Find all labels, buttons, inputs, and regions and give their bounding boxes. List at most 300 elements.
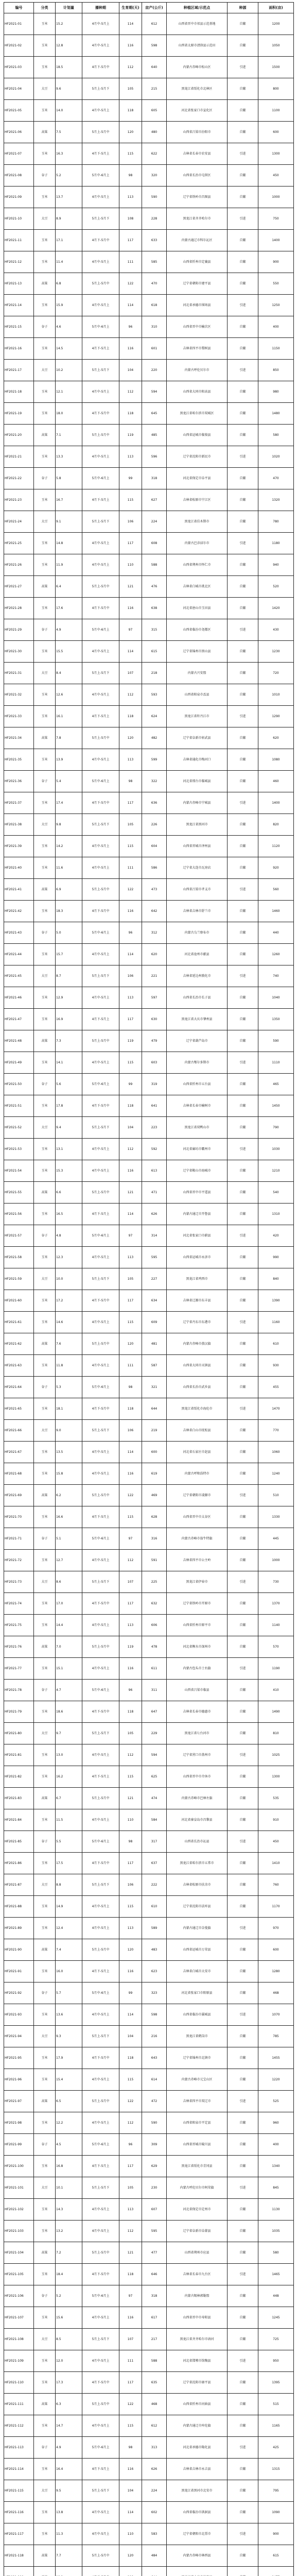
table-row bbox=[4, 1593, 294, 1615]
table-cell: 613 bbox=[142, 1160, 167, 1182]
table-cell: 623 bbox=[142, 1961, 167, 1982]
table-header-row bbox=[4, 3, 294, 13]
table-cell: 1500 bbox=[258, 57, 294, 78]
table-cell: 321 bbox=[142, 1377, 167, 1398]
table-row bbox=[4, 771, 294, 792]
table-cell: 114 bbox=[119, 295, 142, 316]
table-cell: 611 bbox=[142, 1658, 167, 1680]
table-cell: 5月上-5月下 bbox=[82, 2026, 119, 2047]
table-cell: 玉米 bbox=[34, 706, 56, 727]
table-row bbox=[4, 1918, 294, 1939]
table-cell: 105 bbox=[119, 2177, 142, 2199]
table-cell: 313 bbox=[142, 2437, 167, 2459]
table-cell: 4.6 bbox=[56, 316, 82, 338]
table-row bbox=[4, 684, 294, 706]
table-cell: 大豆 bbox=[34, 814, 56, 836]
table-cell: 山西省吕梁市汾阳市 bbox=[167, 122, 228, 143]
header-cell: 面积(亩) bbox=[258, 3, 294, 13]
table-row bbox=[4, 2567, 294, 2576]
table-cell: 4月中-5月上 bbox=[82, 2069, 119, 2091]
table-cell: 山西省晋中市寿阳县 bbox=[167, 2307, 228, 2329]
table-row bbox=[4, 2264, 294, 2285]
table-cell: 1110 bbox=[258, 1052, 294, 1074]
table-cell: 116 bbox=[119, 338, 142, 360]
table-cell: 谷子 bbox=[34, 1680, 56, 1701]
table-cell: 15.3 bbox=[56, 1160, 82, 1182]
table-cell: 自繁 bbox=[228, 35, 258, 57]
table-cell: 622 bbox=[142, 143, 167, 165]
table-cell: HF2021-07 bbox=[4, 143, 34, 165]
table-cell: 玉米 bbox=[34, 1809, 56, 1831]
table-cell bbox=[258, 2567, 294, 2576]
table-cell: 114 bbox=[119, 2502, 142, 2523]
table-cell: 224 bbox=[142, 511, 167, 533]
table-cell: 624 bbox=[142, 706, 167, 727]
table-cell: 4月中-5月上 bbox=[82, 749, 119, 771]
table-cell: 483 bbox=[142, 1939, 167, 1961]
table-cell: HF2021-10 bbox=[4, 208, 34, 230]
table-row bbox=[4, 2394, 294, 2415]
table-cell: 谷子 bbox=[34, 316, 56, 338]
table-cell: 115 bbox=[119, 2069, 142, 2091]
table-row bbox=[4, 533, 294, 554]
table-cell: 玉米 bbox=[34, 944, 56, 965]
table-cell: 8.5 bbox=[56, 2329, 82, 2350]
table-cell: 1210 bbox=[258, 1160, 294, 1182]
table-cell: HF2021-70 bbox=[4, 1506, 34, 1528]
table-cell: 引进 bbox=[228, 360, 258, 381]
table-cell: 1450 bbox=[258, 1095, 294, 1117]
table-row bbox=[4, 965, 294, 987]
table-cell: 4月下-5月中 bbox=[82, 1398, 119, 1420]
table-cell: 115 bbox=[119, 1506, 142, 1528]
table-cell: 辽宁省铁岭市开原市 bbox=[167, 1593, 228, 1615]
table-cell: 5月中-6月上 bbox=[82, 468, 119, 489]
table-cell: 468 bbox=[142, 2394, 167, 2415]
table-cell: HF2021-48 bbox=[4, 1030, 34, 1052]
table-cell: 河北省承德市隆化县 bbox=[167, 2437, 228, 2459]
table-cell: 黑龙江省齐齐哈尔市讷河 bbox=[167, 2329, 228, 2350]
table-cell: 4月下-5月中 bbox=[82, 598, 119, 619]
table-cell: 玉米 bbox=[34, 2004, 56, 2026]
table-cell: 468 bbox=[258, 1982, 294, 2004]
table-cell: 吉林省四平市双辽市 bbox=[167, 2091, 228, 2112]
table-cell: HF2021-32 bbox=[4, 684, 34, 706]
table-row bbox=[4, 2221, 294, 2242]
table-row bbox=[4, 706, 294, 727]
table-cell: 玉米 bbox=[34, 1009, 56, 1030]
table-cell: 辽宁省锦州市北镇市 bbox=[167, 2047, 228, 2069]
table-cell: 自繁 bbox=[228, 489, 258, 511]
table-cell: 玉米 bbox=[34, 251, 56, 273]
table-cell: 玉米 bbox=[34, 187, 56, 208]
table-cell: 10.2 bbox=[56, 360, 82, 381]
table-cell: 5月中-6月上 bbox=[82, 1680, 119, 1701]
data-table bbox=[4, 2, 294, 2576]
table-cell: 玉米 bbox=[34, 598, 56, 619]
table-cell: 吉林省白城市洮北区 bbox=[167, 576, 228, 598]
table-cell: 5月中-6月上 bbox=[82, 2134, 119, 2156]
table-cell: 自繁 bbox=[228, 1788, 258, 1809]
table-cell: 黑龙江省大庆市肇州县 bbox=[167, 1009, 228, 1030]
table-cell: 4月中-5月上 bbox=[82, 2199, 119, 2221]
table-cell: 600 bbox=[258, 1939, 294, 1961]
table-cell: 自繁 bbox=[228, 2415, 258, 2437]
table-cell: HF2021-102 bbox=[4, 2199, 34, 2221]
table-row bbox=[4, 489, 294, 511]
table-cell: 5月中-6月上 bbox=[82, 771, 119, 792]
table-cell: 河北省石家庄市赵县 bbox=[167, 1442, 228, 1463]
table-cell: 5月中-6月上 bbox=[82, 1074, 119, 1095]
header-cell: 分类 bbox=[34, 3, 56, 13]
table-cell: 5.1 bbox=[56, 1528, 82, 1550]
table-cell: 大豆 bbox=[34, 663, 56, 684]
table-cell: 112 bbox=[119, 1139, 142, 1160]
table-cell: 16.9 bbox=[56, 1009, 82, 1030]
table-cell: 1410 bbox=[258, 1853, 294, 1874]
table-cell: 引进 bbox=[228, 1312, 258, 1333]
table-cell: 辽宁省丹东市东港市 bbox=[167, 1312, 228, 1333]
table-cell: 97 bbox=[119, 1225, 142, 1247]
table-cell: 440 bbox=[258, 922, 294, 944]
table-cell: 谷子 bbox=[34, 619, 56, 641]
table-cell: HF2021-100 bbox=[4, 2156, 34, 2177]
table-cell: 460 bbox=[258, 771, 294, 792]
table-row bbox=[4, 1117, 294, 1139]
table-cell: 内蒙古呼伦贝尔市阿荣旗 bbox=[167, 2177, 228, 2199]
table-row bbox=[4, 1442, 294, 1463]
table-cell: 引进 bbox=[228, 619, 258, 641]
table-cell: 谷子 bbox=[34, 1225, 56, 1247]
table-cell: 内蒙古兴安盟 bbox=[167, 663, 228, 684]
table-cell: 9.3 bbox=[56, 2026, 82, 2047]
table-cell: 430 bbox=[258, 619, 294, 641]
table-cell: 580 bbox=[258, 2242, 294, 2264]
table-cell: 1190 bbox=[258, 1658, 294, 1680]
header-cell: 播种期 bbox=[82, 3, 119, 13]
table-cell: HF2021-111 bbox=[4, 2394, 34, 2415]
table-cell: 118 bbox=[119, 2264, 142, 2285]
table-cell: 113 bbox=[119, 2199, 142, 2221]
table-cell: 322 bbox=[142, 771, 167, 792]
table-cell: 16.2 bbox=[56, 1766, 82, 1788]
table-cell bbox=[34, 2567, 56, 2576]
table-cell: 1150 bbox=[258, 338, 294, 360]
table-cell: 617 bbox=[142, 2307, 167, 2329]
table-cell: 玉米 bbox=[34, 1095, 56, 1117]
table-cell: 内蒙古赤峰市巴林左旗 bbox=[167, 1788, 228, 1809]
table-cell: 13.0 bbox=[56, 1744, 82, 1766]
table-cell: 4月中-5月上 bbox=[82, 295, 119, 316]
table-cell: 4月下-5月中 bbox=[82, 2264, 119, 2285]
table-cell: 内蒙古赤峰市林西县 bbox=[167, 2545, 228, 2567]
table-cell: 谷子 bbox=[34, 1982, 56, 2004]
table-cell: HF2021-59 bbox=[4, 1268, 34, 1290]
table-cell: 470 bbox=[258, 468, 294, 489]
table-cell: 5月上-5月中 bbox=[82, 1333, 119, 1355]
table-cell: 97 bbox=[119, 2285, 142, 2307]
table-cell: HF2021-26 bbox=[4, 554, 34, 576]
table-cell: 12.8 bbox=[56, 35, 82, 57]
table-cell: 111 bbox=[119, 857, 142, 879]
table-cell: 谷子 bbox=[34, 1074, 56, 1095]
table-row bbox=[4, 273, 294, 295]
table-cell: 自繁 bbox=[228, 684, 258, 706]
table-cell: 玉米 bbox=[34, 2372, 56, 2394]
table-cell: 314 bbox=[142, 1225, 167, 1247]
table-cell: 612 bbox=[142, 2415, 167, 2437]
table-cell: HF2021-43 bbox=[4, 922, 34, 944]
table-cell: 618 bbox=[142, 295, 167, 316]
table-cell: 玉米 bbox=[34, 1312, 56, 1333]
table-cell: 自繁 bbox=[228, 468, 258, 489]
table-cell: 4月中-5月上 bbox=[82, 2523, 119, 2545]
table-cell: 引进 bbox=[228, 2264, 258, 2285]
table-cell: 4月中-5月上 bbox=[82, 1355, 119, 1377]
table-cell: HF2021-107 bbox=[4, 2307, 34, 2329]
table-cell: 自繁 bbox=[228, 1355, 258, 1377]
table-cell: 吉林省松原市扶余市 bbox=[167, 1874, 228, 1896]
table-cell: HF2021-96 bbox=[4, 2069, 34, 2091]
table-cell: 山西省朔州市应县 bbox=[167, 2242, 228, 2264]
table-row bbox=[4, 619, 294, 641]
table-cell: 玉米 bbox=[34, 1398, 56, 1420]
table-row bbox=[4, 1701, 294, 1723]
table-cell: 6.6 bbox=[56, 1182, 82, 1204]
table-cell: 4月中-5月上 bbox=[82, 2415, 119, 2437]
table-cell: 玉米 bbox=[34, 1290, 56, 1312]
table-cell: 山西省运城市永济市 bbox=[167, 1247, 228, 1268]
table-cell: 玉米 bbox=[34, 57, 56, 78]
table-row bbox=[4, 857, 294, 879]
table-cell: HF2021-05 bbox=[4, 100, 34, 122]
table-cell: 5月上-5月中 bbox=[82, 1939, 119, 1961]
table-cell: 18.5 bbox=[56, 57, 82, 78]
table-cell: 自繁 bbox=[228, 727, 258, 749]
table-cell: 自繁 bbox=[228, 1636, 258, 1658]
table-cell: 96 bbox=[119, 316, 142, 338]
table-cell: 16.0 bbox=[56, 1961, 82, 1982]
table-cell: 116 bbox=[119, 1463, 142, 1485]
table-cell: 850 bbox=[258, 360, 294, 381]
header-cell: 生育期(天) bbox=[119, 3, 142, 13]
table-row bbox=[4, 1982, 294, 2004]
table-cell: 595 bbox=[142, 2221, 167, 2242]
table-cell: 4.7 bbox=[56, 1680, 82, 1701]
table-cell: 119 bbox=[119, 1636, 142, 1658]
table-cell: 大豆 bbox=[34, 2177, 56, 2199]
table-cell: 1300 bbox=[258, 143, 294, 165]
table-cell: HF2021-103 bbox=[4, 2221, 34, 2242]
table-cell: 99 bbox=[119, 468, 142, 489]
table-cell: HF2021-76 bbox=[4, 1636, 34, 1658]
table-cell: 96 bbox=[119, 1680, 142, 1701]
table-row bbox=[4, 468, 294, 489]
table-cell: 118 bbox=[119, 706, 142, 727]
table-cell: 内蒙古赤峰市元宝山区 bbox=[167, 2069, 228, 2091]
table-row bbox=[4, 316, 294, 338]
table-cell: 5月中-6月上 bbox=[82, 1377, 119, 1398]
table-cell: 自繁 bbox=[228, 1030, 258, 1052]
table-cell: 312 bbox=[142, 922, 167, 944]
table-cell: 1060 bbox=[258, 1442, 294, 1463]
table-cell: 121 bbox=[119, 2242, 142, 2264]
table-cell: 山西省运城市临猗县 bbox=[167, 425, 228, 446]
table-cell: 17.4 bbox=[56, 792, 82, 814]
table-cell: 黑龙江省鸡西市 bbox=[167, 1268, 228, 1290]
table-cell: 4月中-5月上 bbox=[82, 944, 119, 965]
table-cell: 113 bbox=[119, 446, 142, 468]
table-row bbox=[4, 1204, 294, 1225]
table-cell: 吉林省白城市大安市 bbox=[167, 1961, 228, 1982]
table-cell: 6.3 bbox=[56, 2394, 82, 2415]
table-cell: 920 bbox=[258, 857, 294, 879]
table-cell: 900 bbox=[258, 251, 294, 273]
table-cell: 1300 bbox=[258, 1766, 294, 1788]
table-cell: 4月下-5月上 bbox=[82, 1766, 119, 1788]
table-cell: 111 bbox=[119, 2350, 142, 2372]
table-row bbox=[4, 2350, 294, 2372]
table-cell: 玉米 bbox=[34, 338, 56, 360]
table-cell: 高粱 bbox=[34, 122, 56, 143]
table-cell: 13.9 bbox=[56, 749, 82, 771]
table-row bbox=[4, 1723, 294, 1744]
table-cell: 内蒙古赤峰市翁牛特旗 bbox=[167, 1528, 228, 1550]
table-cell: 高粱 bbox=[34, 576, 56, 598]
table-cell: 1350 bbox=[258, 1009, 294, 1030]
table-cell: 引进 bbox=[228, 446, 258, 468]
table-cell: 自繁 bbox=[228, 187, 258, 208]
table-cell: 1070 bbox=[258, 2004, 294, 2026]
table-cell: HF2021-68 bbox=[4, 1463, 34, 1485]
table-row bbox=[4, 1896, 294, 1918]
table-cell: 8.6 bbox=[56, 1571, 82, 1593]
table-cell: 469 bbox=[142, 1485, 167, 1506]
table-cell: 高粱 bbox=[34, 2242, 56, 2264]
table-cell: 17.1 bbox=[56, 230, 82, 251]
table-cell: HF2021-71 bbox=[4, 1528, 34, 1550]
table-cell: 5月中-6月上 bbox=[82, 922, 119, 944]
table-cell: 1165 bbox=[258, 2415, 294, 2437]
table-cell: 116 bbox=[119, 1961, 142, 1982]
table-cell: 106 bbox=[119, 965, 142, 987]
table-cell: 高粱 bbox=[34, 1485, 56, 1506]
table-cell: 122 bbox=[119, 879, 142, 901]
table-cell: 自繁 bbox=[228, 1723, 258, 1744]
table-cell: 9.4 bbox=[56, 1117, 82, 1139]
table-cell: 122 bbox=[119, 273, 142, 295]
table-cell: 4月下-5月中 bbox=[82, 1095, 119, 1117]
table-cell: 8.4 bbox=[56, 663, 82, 684]
table-row bbox=[4, 2545, 294, 2567]
table-cell: 1170 bbox=[258, 1896, 294, 1918]
table-cell: 4月中-5月上 bbox=[82, 100, 119, 122]
table-row bbox=[4, 1268, 294, 1290]
table-cell: 633 bbox=[142, 230, 167, 251]
table-cell: 4月下-5月上 bbox=[82, 2459, 119, 2480]
table-cell: HF2021-14 bbox=[4, 295, 34, 316]
table-cell: 108 bbox=[119, 208, 142, 230]
table-cell: 山西省长治市沁县 bbox=[167, 1831, 228, 1853]
table-cell: 山西省临汾市翼城县 bbox=[167, 2004, 228, 2026]
table-cell: HF2021-36 bbox=[4, 771, 34, 792]
table-cell: 4月中-5月上 bbox=[82, 987, 119, 1009]
table-cell: 120 bbox=[119, 727, 142, 749]
table-cell: 610 bbox=[142, 1896, 167, 1918]
table-cell: 黑龙江省黑河市 bbox=[167, 814, 228, 836]
table-cell: HF2021-98 bbox=[4, 2112, 34, 2134]
table-cell: 辽宁省锦州市黑山县 bbox=[167, 641, 228, 663]
table-cell: 820 bbox=[258, 814, 294, 836]
table-cell: 115 bbox=[119, 489, 142, 511]
table-cell: 13.6 bbox=[56, 2004, 82, 2026]
table-cell: 584 bbox=[142, 1809, 167, 1831]
table-cell: 107 bbox=[119, 2329, 142, 2350]
table-cell: 自繁 bbox=[228, 1095, 258, 1117]
table-cell: 595 bbox=[142, 1247, 167, 1268]
table-cell: 110 bbox=[119, 2523, 142, 2545]
table-cell: 自繁 bbox=[228, 2459, 258, 2480]
table-cell: HF2021-42 bbox=[4, 901, 34, 922]
table-cell: HF2021-87 bbox=[4, 1874, 34, 1896]
table-cell: 内蒙古通辽市科尔沁区 bbox=[167, 230, 228, 251]
table-cell: 410 bbox=[258, 1680, 294, 1701]
table-cell: 472 bbox=[142, 2091, 167, 2112]
table-cell: 5月中-6月上 bbox=[82, 1831, 119, 1853]
table-cell: 4月中-5月上 bbox=[82, 1247, 119, 1268]
table-cell: 644 bbox=[142, 1398, 167, 1420]
table-cell: 465 bbox=[258, 1074, 294, 1095]
table-cell: 黑龙江省绥化市北林区 bbox=[167, 78, 228, 100]
table-cell: 219 bbox=[142, 1420, 167, 1442]
table-cell: 玉米 bbox=[34, 2069, 56, 2091]
table-cell: 自繁 bbox=[228, 1982, 258, 2004]
table-row bbox=[4, 2523, 294, 2545]
table-cell: 1025 bbox=[258, 1744, 294, 1766]
table-row bbox=[4, 2480, 294, 2502]
table-cell: 玉米 bbox=[34, 1896, 56, 1918]
table-cell: 玉米 bbox=[34, 1506, 56, 1528]
table-row bbox=[4, 251, 294, 273]
table-cell: 山西省晋中市平遥县 bbox=[167, 1182, 228, 1204]
table-cell: 114 bbox=[119, 641, 142, 663]
table-cell: 自繁 bbox=[228, 2156, 258, 2177]
table-cell: 5月上-5月下 bbox=[82, 1268, 119, 1290]
table-cell: 谷子 bbox=[34, 2285, 56, 2307]
table-cell: 自繁 bbox=[228, 2112, 258, 2134]
table-cell: 590 bbox=[258, 1030, 294, 1052]
table-row bbox=[4, 165, 294, 187]
table-cell: 120 bbox=[119, 1333, 142, 1355]
table-cell: 600 bbox=[258, 122, 294, 143]
table-cell: 750 bbox=[258, 208, 294, 230]
table-cell: 引进 bbox=[228, 295, 258, 316]
table-row bbox=[4, 1030, 294, 1052]
table-cell: 自繁 bbox=[228, 316, 258, 338]
table-cell: 720 bbox=[258, 663, 294, 684]
table-row bbox=[4, 879, 294, 901]
table-cell: 15.5 bbox=[56, 641, 82, 663]
table-cell: 玉米 bbox=[34, 1744, 56, 1766]
table-cell: HF2021-66 bbox=[4, 1420, 34, 1442]
table-cell: HF2021-105 bbox=[4, 2264, 34, 2285]
table-cell: 玉米 bbox=[34, 901, 56, 922]
table-cell: HF2021-31 bbox=[4, 663, 34, 684]
table-cell bbox=[167, 2567, 228, 2576]
table-cell: 117 bbox=[119, 2372, 142, 2394]
table-cell: HF2021-18 bbox=[4, 381, 34, 403]
table-cell: 8.7 bbox=[56, 965, 82, 987]
